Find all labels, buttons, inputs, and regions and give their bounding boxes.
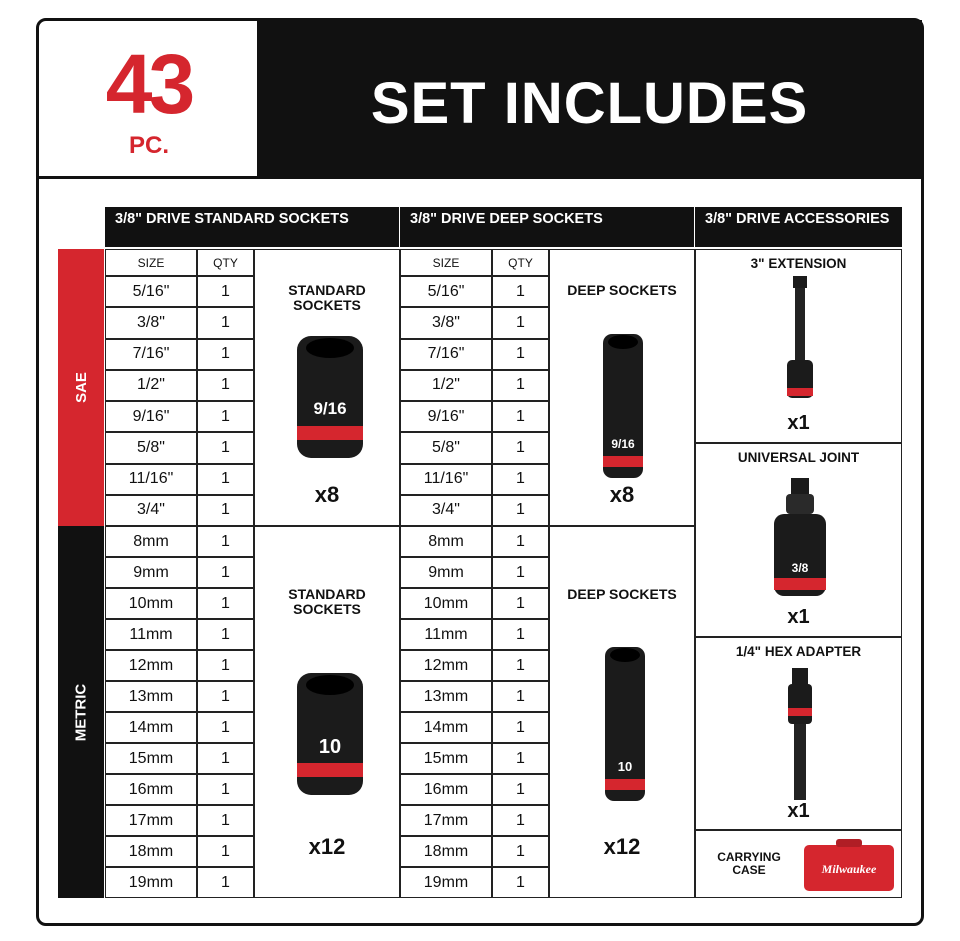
accessory-universal-joint: [695, 443, 902, 637]
qty-cell: 1: [492, 464, 549, 495]
sae-standard-label: STANDARD SOCKETS: [288, 282, 366, 313]
sae-standard-pane: [254, 249, 400, 526]
qty-cell: 1: [492, 557, 549, 588]
size-cell: 11mm: [400, 619, 492, 650]
socket-size-text: 10: [617, 759, 633, 774]
qty-cell: 1: [492, 401, 549, 432]
size-cell: 14mm: [400, 712, 492, 743]
size-cell: 8mm: [105, 526, 197, 557]
qty-cell: 1: [492, 495, 549, 526]
qty-cell: 1: [492, 526, 549, 557]
qty-cell: 1: [197, 681, 254, 712]
qty-cell: 1: [492, 681, 549, 712]
accessory-label: 3" EXTENSION: [750, 256, 847, 271]
size-cell: 10mm: [400, 588, 492, 619]
qty-cell: 1: [492, 370, 549, 401]
sae-deep-label: DEEP SOCKETS: [567, 282, 677, 298]
qty-cell: 1: [197, 526, 254, 557]
accessory-hex-adapter: [695, 637, 902, 830]
standard-socket-icon: [293, 669, 367, 799]
socket-size-text: 3/8: [791, 561, 809, 575]
deep-column-header: 3/8" DRIVE DEEP SOCKETS: [400, 207, 694, 247]
metric-group-band: [58, 526, 104, 898]
size-cell: 3/4": [105, 495, 197, 526]
qty-cell: 1: [197, 588, 254, 619]
size-cell: 3/8": [400, 307, 492, 338]
socket-size-text: 9/16: [611, 437, 635, 451]
qty-cell: 1: [197, 805, 254, 836]
accessory-count: x1: [787, 412, 810, 434]
size-cell: 5/8": [105, 432, 197, 463]
qty-cell: 1: [492, 743, 549, 774]
size-column-header: SIZE: [105, 249, 197, 276]
qty-cell: 1: [492, 432, 549, 463]
qty-cell: 1: [492, 774, 549, 805]
size-cell: 1/2": [105, 370, 197, 401]
size-cell: 7/16": [400, 339, 492, 370]
qty-cell: 1: [197, 495, 254, 526]
qty-cell: 1: [492, 805, 549, 836]
size-cell: 10mm: [105, 588, 197, 619]
accessory-label: 1/4" HEX ADAPTER: [735, 644, 862, 659]
accessories-column-header: 3/8" DRIVE ACCESSORIES: [695, 207, 902, 247]
metric-standard-pane: [254, 526, 400, 898]
qty-cell: 1: [492, 588, 549, 619]
case-brand-text: Milwaukee: [821, 862, 877, 876]
size-cell: 3/4": [400, 495, 492, 526]
socket-size-text: 10: [318, 736, 342, 758]
accessory-extension: [695, 249, 902, 443]
size-cell: 5/8": [400, 432, 492, 463]
size-cell: 18mm: [105, 836, 197, 867]
qty-cell: 1: [197, 432, 254, 463]
header-divider: [37, 176, 923, 179]
size-cell: 18mm: [400, 836, 492, 867]
qty-cell: 1: [197, 774, 254, 805]
qty-cell: 1: [197, 557, 254, 588]
size-cell: 11/16": [400, 464, 492, 495]
qty-column-header: QTY: [492, 249, 549, 276]
sae-group-label: SAE: [72, 372, 90, 403]
qty-cell: 1: [197, 619, 254, 650]
qty-cell: 1: [492, 339, 549, 370]
size-cell: 3/8": [105, 307, 197, 338]
size-cell: 5/16": [105, 276, 197, 307]
standard-socket-icon: [293, 332, 367, 462]
qty-cell: 1: [197, 339, 254, 370]
qty-cell: 1: [197, 307, 254, 338]
qty-cell: 1: [197, 276, 254, 307]
standard-column-header: 3/8" DRIVE STANDARD SOCKETS: [105, 207, 399, 247]
page-title: SET INCLUDES: [370, 71, 809, 136]
accessory-count: x1: [787, 800, 810, 822]
qty-cell: 1: [492, 836, 549, 867]
qty-cell: 1: [197, 401, 254, 432]
size-cell: 16mm: [400, 774, 492, 805]
sae-deep-pane: [549, 249, 695, 526]
piece-count: 43: [105, 37, 192, 131]
qty-cell: 1: [197, 712, 254, 743]
size-cell: 9/16": [400, 401, 492, 432]
socket-size-text: 9/16: [313, 399, 347, 418]
size-cell: 8mm: [400, 526, 492, 557]
qty-column-header: QTY: [197, 249, 254, 276]
size-column-header: SIZE: [400, 249, 492, 276]
deep-socket-icon: [602, 643, 648, 805]
size-cell: 12mm: [105, 650, 197, 681]
carrying-case-icon: [802, 837, 896, 893]
deep-socket-icon: [600, 330, 646, 482]
metric-standard-label: STANDARD SOCKETS: [288, 586, 366, 617]
size-cell: 9/16": [105, 401, 197, 432]
size-cell: 19mm: [400, 867, 492, 898]
metric-group-label: METRIC: [72, 683, 90, 741]
extension-bar-icon: [784, 276, 816, 404]
size-cell: 15mm: [400, 743, 492, 774]
size-cell: 9mm: [400, 557, 492, 588]
size-cell: 13mm: [400, 681, 492, 712]
qty-cell: 1: [492, 307, 549, 338]
qty-cell: 1: [492, 650, 549, 681]
qty-cell: 1: [197, 836, 254, 867]
qty-cell: 1: [197, 867, 254, 898]
qty-cell: 1: [492, 276, 549, 307]
qty-cell: 1: [492, 712, 549, 743]
size-cell: 1/2": [400, 370, 492, 401]
piece-unit: PC.: [128, 132, 169, 159]
size-cell: 14mm: [105, 712, 197, 743]
sae-deep-count: x8: [609, 482, 635, 507]
accessory-label: UNIVERSAL JOINT: [737, 450, 860, 465]
size-cell: 15mm: [105, 743, 197, 774]
sae-standard-count: x8: [314, 482, 340, 507]
accessory-count: x1: [787, 606, 810, 628]
size-cell: 12mm: [400, 650, 492, 681]
size-cell: 7/16": [105, 339, 197, 370]
qty-cell: 1: [197, 464, 254, 495]
accessory-label: CARRYING CASE: [717, 850, 781, 877]
qty-cell: 1: [197, 370, 254, 401]
qty-cell: 1: [197, 650, 254, 681]
size-cell: 16mm: [105, 774, 197, 805]
size-cell: 17mm: [105, 805, 197, 836]
size-cell: 11mm: [105, 619, 197, 650]
metric-deep-pane: [549, 526, 695, 898]
metric-standard-count: x12: [308, 834, 346, 859]
qty-cell: 1: [492, 867, 549, 898]
size-cell: 13mm: [105, 681, 197, 712]
qty-cell: 1: [197, 743, 254, 774]
universal-joint-icon: [771, 478, 829, 600]
metric-deep-label: DEEP SOCKETS: [567, 586, 677, 602]
accessory-carrying-case: [695, 830, 902, 898]
sae-group-band: [58, 249, 104, 526]
qty-cell: 1: [492, 619, 549, 650]
size-cell: 19mm: [105, 867, 197, 898]
size-cell: 11/16": [105, 464, 197, 495]
metric-deep-count: x12: [603, 834, 641, 859]
size-cell: 5/16": [400, 276, 492, 307]
hex-adapter-icon: [786, 668, 814, 800]
size-cell: 17mm: [400, 805, 492, 836]
size-cell: 9mm: [105, 557, 197, 588]
